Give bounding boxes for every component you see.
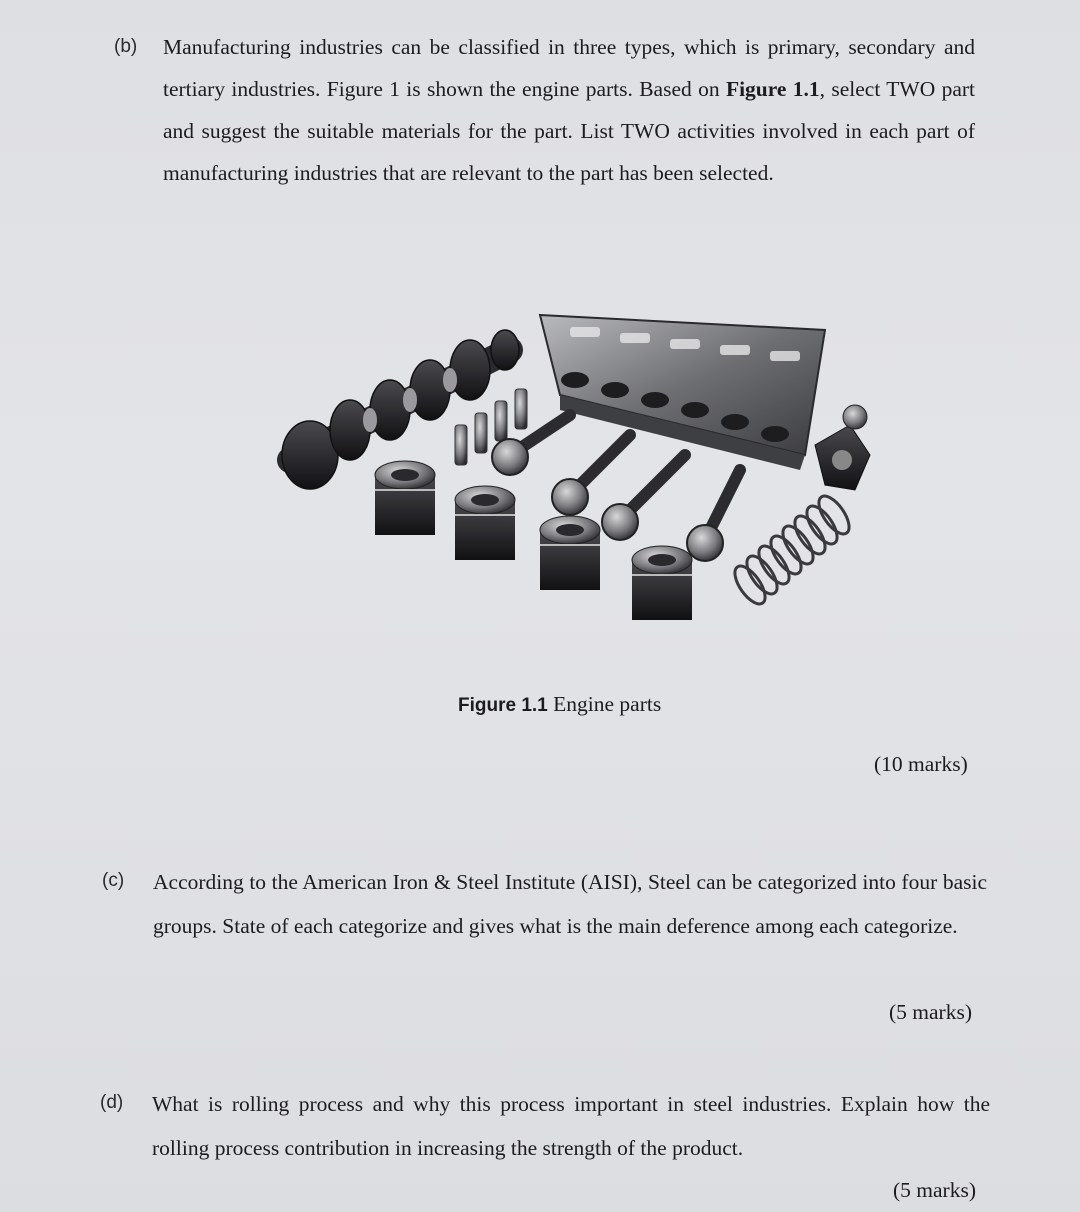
question-b-text xyxy=(163,26,975,194)
question-c-label: (c) xyxy=(102,870,125,891)
question-b-text-2: , select TWO part and suggest the suitable materials for the part. List TWO activities involved in each part of manufacturing industries that are relevant to the part has been selected. xyxy=(163,77,975,185)
question-b-text-1: Manufacturing industries can be classified in three types, which is primary, secondary and tertiary industries. Figure 1 is shown the engine parts. Based on xyxy=(163,35,975,101)
question-c-text: According to the American Iron & Steel Institute (AISI), Steel can be categorized into four basic groups. State of each categorize and gives what is the main deference among each categorize. xyxy=(153,870,987,938)
valve-spring xyxy=(729,491,855,609)
question-b-marks: (10 marks) xyxy=(874,752,968,776)
engine-parts-figure xyxy=(270,285,890,645)
cylinder-head xyxy=(540,315,825,470)
cam-sprocket xyxy=(815,405,870,490)
question-d-marks: (5 marks) xyxy=(893,1178,976,1202)
figure-reference: Figure 1.1 xyxy=(725,77,820,101)
figure-caption-text: Engine parts xyxy=(553,692,662,716)
question-c-marks: (5 marks) xyxy=(889,1000,972,1024)
pistons xyxy=(375,461,692,620)
question-d-label: (d) xyxy=(100,1092,124,1113)
figure-caption xyxy=(458,692,661,717)
question-d-text: What is rolling process and why this process important in steel industries. Explain how the rolling process contribution in increasing the strength of the product. xyxy=(152,1092,990,1160)
question-b-label: (b) xyxy=(114,36,138,57)
figure-label: Figure 1.1 xyxy=(458,695,548,716)
